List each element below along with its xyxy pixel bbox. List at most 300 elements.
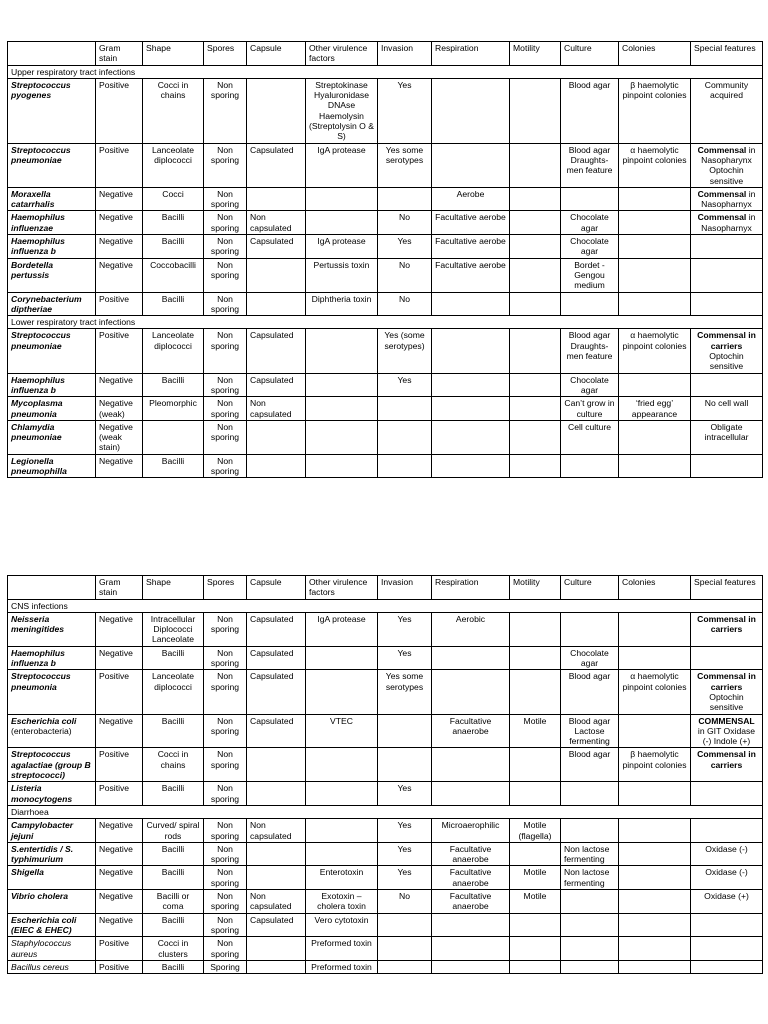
spores-cell: Non sporing bbox=[204, 373, 247, 397]
gram-stain-cell: Negative bbox=[96, 913, 143, 937]
shape-cell: Bacilli or coma bbox=[143, 890, 204, 914]
special-features-cell bbox=[691, 187, 763, 211]
respiration-cell: Facultative anaerobe bbox=[432, 866, 510, 890]
invasion-cell: No bbox=[378, 211, 432, 235]
virulence-cell bbox=[306, 373, 378, 397]
gram-stain-cell: Positive bbox=[96, 670, 143, 714]
special-features-cell bbox=[691, 235, 763, 259]
invasion-cell bbox=[378, 397, 432, 421]
table-row bbox=[8, 397, 763, 421]
motility-cell bbox=[510, 420, 561, 454]
invasion-cell bbox=[378, 187, 432, 211]
spores-cell: Non sporing bbox=[204, 890, 247, 914]
special-bold-text: Commensal bbox=[697, 212, 747, 223]
column-header: Other virulence factors bbox=[306, 576, 378, 600]
virulence-cell bbox=[306, 420, 378, 454]
invasion-cell: Yes bbox=[378, 782, 432, 806]
culture-cell bbox=[561, 819, 619, 843]
gram-stain-cell: Positive bbox=[96, 960, 143, 973]
organism-name: Corynebacterium diptheriae bbox=[11, 293, 82, 314]
shape-cell: Cocci in chains bbox=[143, 78, 204, 143]
colonies-cell: α haemolytic pinpoint colonies bbox=[619, 329, 691, 373]
organism-name: Legionella pneumophilla bbox=[11, 455, 67, 476]
section-row bbox=[8, 65, 763, 78]
virulence-cell: IgA protease bbox=[306, 612, 378, 646]
special-bold-text: COMMENSAL bbox=[698, 715, 755, 726]
table-row bbox=[8, 866, 763, 890]
gram-stain-cell: Positive bbox=[96, 937, 143, 961]
shape-cell: Bacilli bbox=[143, 782, 204, 806]
capsule-cell: Non capsulated bbox=[247, 890, 306, 914]
special-text: Community acquired bbox=[704, 79, 749, 101]
spores-cell: Non sporing bbox=[204, 646, 247, 670]
section-title: CNS infections bbox=[8, 599, 763, 612]
column-header: Shape bbox=[143, 42, 204, 66]
column-header: Respiration bbox=[432, 576, 510, 600]
invasion-cell: Yes some serotypes bbox=[378, 670, 432, 714]
table-row bbox=[8, 842, 763, 866]
respiration-cell bbox=[432, 329, 510, 373]
table-row bbox=[8, 211, 763, 235]
spores-cell: Non sporing bbox=[204, 420, 247, 454]
motility-cell bbox=[510, 329, 561, 373]
motility-cell bbox=[510, 143, 561, 187]
motility-cell bbox=[510, 78, 561, 143]
motility-cell: Motile bbox=[510, 890, 561, 914]
shape-cell: Intracellular Diplococci Lanceolate bbox=[143, 612, 204, 646]
organism-cell bbox=[8, 670, 96, 714]
organism-cell bbox=[8, 329, 96, 373]
organism-cell bbox=[8, 612, 96, 646]
invasion-cell: Yes bbox=[378, 612, 432, 646]
respiration-cell: Facultative aerobe bbox=[432, 211, 510, 235]
organism-cell bbox=[8, 187, 96, 211]
organism-name: Haemophilus influenza b bbox=[11, 647, 65, 669]
respiration-cell: Aerobe bbox=[432, 187, 510, 211]
column-header: Colonies bbox=[619, 576, 691, 600]
colonies-cell bbox=[619, 454, 691, 478]
special-text: in GIT Oxidase (-) Indole (+) bbox=[697, 725, 756, 747]
virulence-cell: IgA protease bbox=[306, 143, 378, 187]
gram-stain-cell: Negative bbox=[96, 373, 143, 397]
culture-cell: Non lactose fermenting bbox=[561, 866, 619, 890]
special-text: Oxidase (+) bbox=[704, 891, 749, 902]
special-bold-text: Commensal bbox=[697, 144, 747, 155]
motility-cell: Motile bbox=[510, 866, 561, 890]
table-body bbox=[8, 576, 763, 974]
organism-name: Chlamydia pneumoniae bbox=[11, 421, 62, 443]
organism-cell bbox=[8, 78, 96, 143]
respiration-cell bbox=[432, 78, 510, 143]
motility-cell: Motile (flagella) bbox=[510, 819, 561, 843]
culture-cell bbox=[561, 782, 619, 806]
culture-cell: Non lactose fermenting bbox=[561, 842, 619, 866]
capsule-cell bbox=[247, 866, 306, 890]
section-row bbox=[8, 316, 763, 329]
virulence-cell bbox=[306, 329, 378, 373]
respiration-cell bbox=[432, 143, 510, 187]
shape-cell: Lanceolate diplococci bbox=[143, 670, 204, 714]
column-header: Capsule bbox=[247, 42, 306, 66]
motility-cell bbox=[510, 235, 561, 259]
organism-cell bbox=[8, 397, 96, 421]
respiration-cell bbox=[432, 454, 510, 478]
gram-stain-cell: Positive bbox=[96, 78, 143, 143]
colonies-cell bbox=[619, 842, 691, 866]
table-row bbox=[8, 960, 763, 973]
virulence-cell bbox=[306, 819, 378, 843]
culture-cell: Blood agar bbox=[561, 670, 619, 714]
respiration-cell bbox=[432, 960, 510, 973]
respiration-cell bbox=[432, 420, 510, 454]
gram-stain-cell: Negative bbox=[96, 714, 143, 748]
column-header bbox=[8, 42, 96, 66]
spores-cell: Non sporing bbox=[204, 913, 247, 937]
respiration-cell bbox=[432, 913, 510, 937]
table-row bbox=[8, 78, 763, 143]
colonies-cell bbox=[619, 258, 691, 292]
gram-stain-cell: Negative bbox=[96, 258, 143, 292]
capsule-cell bbox=[247, 420, 306, 454]
gram-stain-cell: Negative bbox=[96, 819, 143, 843]
table-row bbox=[8, 670, 763, 714]
invasion-cell bbox=[378, 454, 432, 478]
motility-cell bbox=[510, 782, 561, 806]
organism-name: Neisseria meningitides bbox=[11, 613, 65, 635]
gram-stain-cell: Positive bbox=[96, 292, 143, 316]
column-header: Motility bbox=[510, 42, 561, 66]
capsule-cell bbox=[247, 937, 306, 961]
column-header: Culture bbox=[561, 576, 619, 600]
culture-cell: Bordet - Gengou medium bbox=[561, 258, 619, 292]
organism-cell bbox=[8, 937, 96, 961]
respiration-cell bbox=[432, 670, 510, 714]
culture-cell bbox=[561, 960, 619, 973]
special-bold-text: Commensal bbox=[697, 188, 747, 199]
shape-cell: Curved/ spiral rods bbox=[143, 819, 204, 843]
shape-cell: Bacilli bbox=[143, 235, 204, 259]
table-row bbox=[8, 819, 763, 843]
organism-cell bbox=[8, 866, 96, 890]
column-header: Shape bbox=[143, 576, 204, 600]
column-header: Special features bbox=[691, 42, 763, 66]
spores-cell: Non sporing bbox=[204, 292, 247, 316]
culture-cell: Chocolate agar bbox=[561, 211, 619, 235]
shape-cell: Bacilli bbox=[143, 714, 204, 748]
culture-cell bbox=[561, 612, 619, 646]
special-features-cell bbox=[691, 646, 763, 670]
shape-cell: Bacilli bbox=[143, 373, 204, 397]
shape-cell: Lanceolate diplococci bbox=[143, 143, 204, 187]
organism-cell bbox=[8, 258, 96, 292]
gram-stain-cell: Positive bbox=[96, 782, 143, 806]
organism-cell bbox=[8, 211, 96, 235]
spores-cell: Non sporing bbox=[204, 329, 247, 373]
colonies-cell bbox=[619, 211, 691, 235]
motility-cell bbox=[510, 258, 561, 292]
colonies-cell bbox=[619, 890, 691, 914]
shape-cell: Bacilli bbox=[143, 211, 204, 235]
table-row bbox=[8, 187, 763, 211]
special-text: No cell wall bbox=[704, 398, 749, 409]
shape-cell: Lanceolate diplococci bbox=[143, 329, 204, 373]
colonies-cell bbox=[619, 646, 691, 670]
virulence-cell: IgA protease bbox=[306, 235, 378, 259]
respiration-cell: Facultative aerobe bbox=[432, 258, 510, 292]
capsule-cell bbox=[247, 454, 306, 478]
special-features-cell bbox=[691, 866, 763, 890]
invasion-cell bbox=[378, 913, 432, 937]
shape-cell: Bacilli bbox=[143, 866, 204, 890]
motility-cell bbox=[510, 937, 561, 961]
column-header: Colonies bbox=[619, 42, 691, 66]
capsule-cell bbox=[247, 748, 306, 782]
capsule-cell: Capsulated bbox=[247, 143, 306, 187]
culture-cell: Chocolate agar bbox=[561, 373, 619, 397]
motility-cell bbox=[510, 748, 561, 782]
organism-name: Streptococcus pneumoniae bbox=[11, 144, 71, 165]
colonies-cell bbox=[619, 292, 691, 316]
column-header: Spores bbox=[204, 576, 247, 600]
invasion-cell: Yes bbox=[378, 78, 432, 143]
invasion-cell: Yes (some serotypes) bbox=[378, 329, 432, 373]
colonies-cell bbox=[619, 714, 691, 748]
section-title: Lower respiratory tract infections bbox=[8, 316, 763, 329]
table-row bbox=[8, 235, 763, 259]
organism-name: Haemophilus influenzae bbox=[11, 212, 65, 233]
spores-cell: Non sporing bbox=[204, 78, 247, 143]
column-header: Invasion bbox=[378, 576, 432, 600]
organism-cell bbox=[8, 913, 96, 937]
spores-cell: Sporing bbox=[204, 960, 247, 973]
shape-cell: Bacilli bbox=[143, 842, 204, 866]
motility-cell bbox=[510, 612, 561, 646]
shape-cell bbox=[143, 420, 204, 454]
special-text: Optochin sensitive bbox=[709, 351, 744, 372]
culture-cell: Blood agar Lactose fermenting bbox=[561, 714, 619, 748]
organism-name: Staphylococcus aureus bbox=[11, 938, 72, 959]
special-features-cell bbox=[691, 913, 763, 937]
special-features-cell bbox=[691, 78, 763, 143]
motility-cell bbox=[510, 397, 561, 421]
virulence-cell: Preformed toxin bbox=[306, 960, 378, 973]
table-row bbox=[8, 612, 763, 646]
invasion-cell: Yes bbox=[378, 646, 432, 670]
invasion-cell: Yes bbox=[378, 235, 432, 259]
upper-lower-respiratory-table bbox=[7, 41, 763, 478]
special-features-cell bbox=[691, 670, 763, 714]
column-header: Capsule bbox=[247, 576, 306, 600]
organism-cell bbox=[8, 292, 96, 316]
respiration-cell bbox=[432, 373, 510, 397]
organism-cell bbox=[8, 646, 96, 670]
invasion-cell: No bbox=[378, 292, 432, 316]
special-features-cell bbox=[691, 397, 763, 421]
virulence-cell: Preformed toxin bbox=[306, 937, 378, 961]
motility-cell: Motile bbox=[510, 714, 561, 748]
culture-cell bbox=[561, 292, 619, 316]
organism-name: S.entertidis / S. typhimurium bbox=[11, 843, 74, 865]
column-header: Spores bbox=[204, 42, 247, 66]
organism-name: Bordetella pertussis bbox=[11, 259, 54, 280]
respiration-cell bbox=[432, 397, 510, 421]
motility-cell bbox=[510, 646, 561, 670]
special-bold-text: Commensal in carriers bbox=[697, 613, 756, 635]
motility-cell bbox=[510, 454, 561, 478]
virulence-cell: Diphtheria toxin bbox=[306, 292, 378, 316]
motility-cell bbox=[510, 187, 561, 211]
organism-cell bbox=[8, 960, 96, 973]
gram-stain-cell: Negative bbox=[96, 842, 143, 866]
capsule-cell: Non capsulated bbox=[247, 211, 306, 235]
capsule-cell: Capsulated bbox=[247, 670, 306, 714]
invasion-cell: Yes bbox=[378, 819, 432, 843]
spores-cell: Non sporing bbox=[204, 748, 247, 782]
capsule-cell bbox=[247, 842, 306, 866]
capsule-cell bbox=[247, 187, 306, 211]
colonies-cell bbox=[619, 612, 691, 646]
table-row bbox=[8, 714, 763, 748]
capsule-cell bbox=[247, 960, 306, 973]
column-header: Respiration bbox=[432, 42, 510, 66]
header-row bbox=[8, 42, 763, 66]
colonies-cell: α haemolytic pinpoint colonies bbox=[619, 670, 691, 714]
special-features-cell bbox=[691, 782, 763, 806]
virulence-cell bbox=[306, 670, 378, 714]
organism-name: Bacillus cereus bbox=[11, 961, 69, 972]
table-row bbox=[8, 454, 763, 478]
shape-cell: Coccobacilli bbox=[143, 258, 204, 292]
invasion-cell: No bbox=[378, 890, 432, 914]
table-row bbox=[8, 292, 763, 316]
respiration-cell: Aerobic bbox=[432, 612, 510, 646]
motility-cell bbox=[510, 913, 561, 937]
special-features-cell bbox=[691, 329, 763, 373]
organism-name: Streptococcus pyogenes bbox=[11, 79, 71, 101]
spores-cell: Non sporing bbox=[204, 211, 247, 235]
culture-cell bbox=[561, 890, 619, 914]
table-row bbox=[8, 373, 763, 397]
table-body bbox=[8, 42, 763, 478]
spores-cell: Non sporing bbox=[204, 819, 247, 843]
organism-name: Escherichia coli bbox=[11, 715, 77, 726]
organism-extra: (enterobacteria) bbox=[11, 725, 72, 736]
organism-name: Streptococcus pneumonia bbox=[11, 671, 71, 692]
gram-stain-cell: Negative bbox=[96, 211, 143, 235]
respiration-cell: Microaerophilic bbox=[432, 819, 510, 843]
column-header: Gram stain bbox=[96, 42, 143, 66]
invasion-cell bbox=[378, 937, 432, 961]
colonies-cell bbox=[619, 373, 691, 397]
organism-name: Listeria monocytogens bbox=[11, 783, 73, 804]
respiration-cell bbox=[432, 782, 510, 806]
capsule-cell: Capsulated bbox=[247, 373, 306, 397]
organism-cell bbox=[8, 714, 96, 748]
column-header: Special features bbox=[691, 576, 763, 600]
special-features-cell bbox=[691, 373, 763, 397]
special-features-cell bbox=[691, 454, 763, 478]
culture-cell: Cell culture bbox=[561, 420, 619, 454]
culture-cell bbox=[561, 913, 619, 937]
culture-cell bbox=[561, 187, 619, 211]
virulence-cell: Vero cytotoxin bbox=[306, 913, 378, 937]
colonies-cell bbox=[619, 235, 691, 259]
organism-name: Haemophilus influenza b bbox=[11, 236, 65, 257]
organism-cell bbox=[8, 748, 96, 782]
special-features-cell bbox=[691, 748, 763, 782]
gram-stain-cell: Negative bbox=[96, 454, 143, 478]
spores-cell: Non sporing bbox=[204, 842, 247, 866]
colonies-cell: β haemolytic pinpoint colonies bbox=[619, 748, 691, 782]
organism-cell bbox=[8, 143, 96, 187]
respiration-cell bbox=[432, 748, 510, 782]
special-features-cell bbox=[691, 714, 763, 748]
motility-cell bbox=[510, 960, 561, 973]
colonies-cell bbox=[619, 866, 691, 890]
spores-cell: Non sporing bbox=[204, 258, 247, 292]
virulence-cell bbox=[306, 748, 378, 782]
special-features-cell bbox=[691, 960, 763, 973]
special-features-cell bbox=[691, 819, 763, 843]
culture-cell: Blood agar Draughts-men feature bbox=[561, 143, 619, 187]
spores-cell: Non sporing bbox=[204, 143, 247, 187]
section-row bbox=[8, 599, 763, 612]
colonies-cell bbox=[619, 913, 691, 937]
shape-cell: Bacilli bbox=[143, 454, 204, 478]
motility-cell bbox=[510, 292, 561, 316]
shape-cell: Cocci in chains bbox=[143, 748, 204, 782]
shape-cell: Cocci bbox=[143, 187, 204, 211]
culture-cell bbox=[561, 937, 619, 961]
virulence-cell bbox=[306, 187, 378, 211]
spores-cell: Non sporing bbox=[204, 866, 247, 890]
culture-cell: Blood agar bbox=[561, 78, 619, 143]
organism-name: Escherichia coli (EIEC & EHEC) bbox=[11, 914, 77, 935]
organism-name: Mycoplasma pneumonia bbox=[11, 398, 63, 419]
column-header: Motility bbox=[510, 576, 561, 600]
virulence-cell: Enterotoxin bbox=[306, 866, 378, 890]
section-title: Upper respiratory tract infections bbox=[8, 65, 763, 78]
table-row bbox=[8, 748, 763, 782]
table-row bbox=[8, 258, 763, 292]
shape-cell: Bacilli bbox=[143, 292, 204, 316]
virulence-cell bbox=[306, 454, 378, 478]
table-row bbox=[8, 420, 763, 454]
culture-cell bbox=[561, 454, 619, 478]
shape-cell: Bacilli bbox=[143, 646, 204, 670]
respiration-cell: Facultative anaerobe bbox=[432, 890, 510, 914]
column-header bbox=[8, 576, 96, 600]
organism-cell bbox=[8, 454, 96, 478]
capsule-cell: Non capsulated bbox=[247, 819, 306, 843]
column-header: Invasion bbox=[378, 42, 432, 66]
spores-cell: Non sporing bbox=[204, 782, 247, 806]
capsule-cell bbox=[247, 78, 306, 143]
special-features-cell bbox=[691, 292, 763, 316]
virulence-cell: Streptokinase Hyaluronidase DNAse Haemolysin (Streptolysin O & S) bbox=[306, 78, 378, 143]
colonies-cell: α haemolytic pinpoint colonies bbox=[619, 143, 691, 187]
organism-cell bbox=[8, 420, 96, 454]
special-features-cell bbox=[691, 258, 763, 292]
spores-cell: Non sporing bbox=[204, 397, 247, 421]
motility-cell bbox=[510, 211, 561, 235]
gram-stain-cell: Negative bbox=[96, 646, 143, 670]
table-row bbox=[8, 913, 763, 937]
virulence-cell bbox=[306, 397, 378, 421]
organism-cell bbox=[8, 782, 96, 806]
gram-stain-cell: Negative bbox=[96, 890, 143, 914]
table-row bbox=[8, 890, 763, 914]
